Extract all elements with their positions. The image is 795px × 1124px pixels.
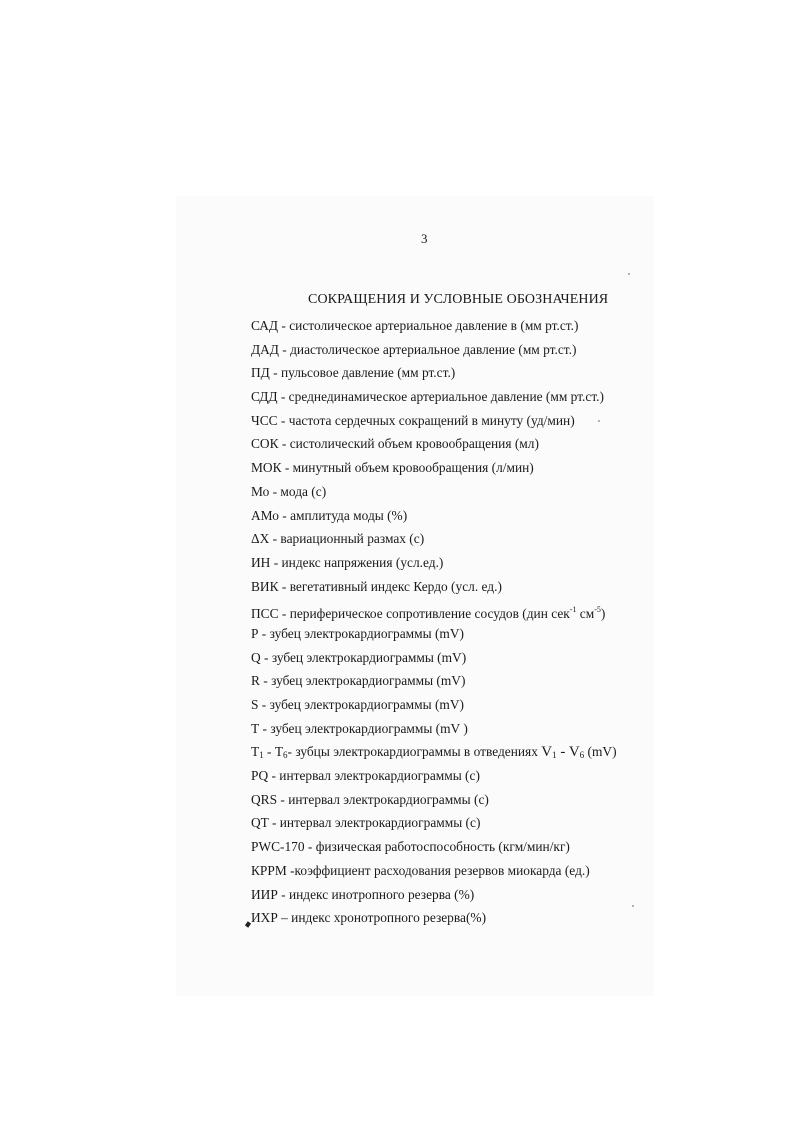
list-item: ДАД - диастолическое артериальное давление (мм рт.ст.) [251, 341, 577, 357]
list-item: Мо - мода (с) [251, 483, 327, 499]
v-subscript-6: 6 [579, 750, 585, 761]
list-item: Q - зубец электрокардиограммы (mV) [251, 649, 467, 665]
list-item: АМо - амплитуда моды (%) [251, 507, 408, 523]
abbreviation-list [251, 314, 617, 930]
list-item: Т - зубец электрокардиограммы (mV ) [251, 720, 468, 736]
scan-speck [632, 905, 634, 907]
list-item: QT - интервал электрокардиограммы (с) [251, 815, 481, 831]
t-letter: Т [251, 744, 260, 760]
list-item: R - зубец электрокардиограммы (mV) [251, 673, 466, 689]
list-item: СДД - среднединамическое артериальное давление (мм рт.ст.) [251, 389, 604, 405]
pss-end: ) [600, 606, 606, 622]
list-item: ИИР - индекс инотропного резерва (%) [251, 886, 475, 902]
list-item: СОК - систолический объем кровообращения (мл) [251, 436, 539, 452]
page-number: 3 [421, 231, 428, 246]
list-item: САД - систолическое артериальное давление в (мм рт.ст.) [251, 318, 579, 333]
list-item: ВИК - вегетативный индекс Кердо (усл. ед.) [251, 578, 502, 594]
list-item: Р - зубец электрокардиограммы (mV) [251, 625, 464, 641]
v-letter: V [541, 744, 553, 761]
list-item: ΔX - вариационный размах (с) [251, 531, 425, 547]
t-text: - зубцы электрокардиограммы в отведениях [287, 744, 542, 760]
t-subscript-1: 1 [259, 750, 264, 761]
pss-unit: см [576, 606, 595, 622]
list-item: PQ - интервал электрокардиограммы (с) [251, 768, 480, 784]
list-item: ИХР – индекс хронотропного резерва(%) [251, 910, 487, 926]
list-item: ПД - пульсовое давление (мм рт.ст.) [251, 365, 456, 381]
v-subscript-1: 1 [552, 750, 557, 761]
list-item: ЧСС - частота сердечных сокращений в минуту (уд/мин) [251, 412, 575, 428]
list-item-t-waves [251, 740, 617, 764]
pss-exponent-1: -1 [569, 605, 577, 615]
list-item: КРРМ -коэффициент расходования резервов миокарда (ед.) [251, 862, 590, 878]
list-item-pss [251, 598, 617, 622]
list-item: QRS - интервал электрокардиограммы (с) [251, 791, 489, 807]
t-end: (mV) [584, 744, 617, 760]
page-title: СОКРАЩЕНИЯ И УСЛОВНЫЕ ОБОЗНАЧЕНИЯ [308, 292, 609, 307]
t-dash: - Т [263, 744, 284, 760]
pss-text: ПСС - периферическое сопротивление сосудов (дин сек [251, 606, 570, 622]
list-item: ИН - индекс напряжения (усл.ед.) [251, 554, 444, 570]
pss-exponent-2: -5 [594, 605, 601, 615]
list-item: S - зубец электрокардиограммы (mV) [251, 697, 464, 712]
scan-speck [598, 420, 600, 422]
scan-speck [628, 273, 630, 275]
list-item: PWC-170 - физическая работоспособность (кгм/мин/кг) [251, 839, 570, 855]
v-dash: - V [556, 744, 580, 761]
t-subscript-6: 6 [283, 750, 288, 761]
list-item: МОК - минутный объем кровообращения (л/мин) [251, 460, 534, 476]
